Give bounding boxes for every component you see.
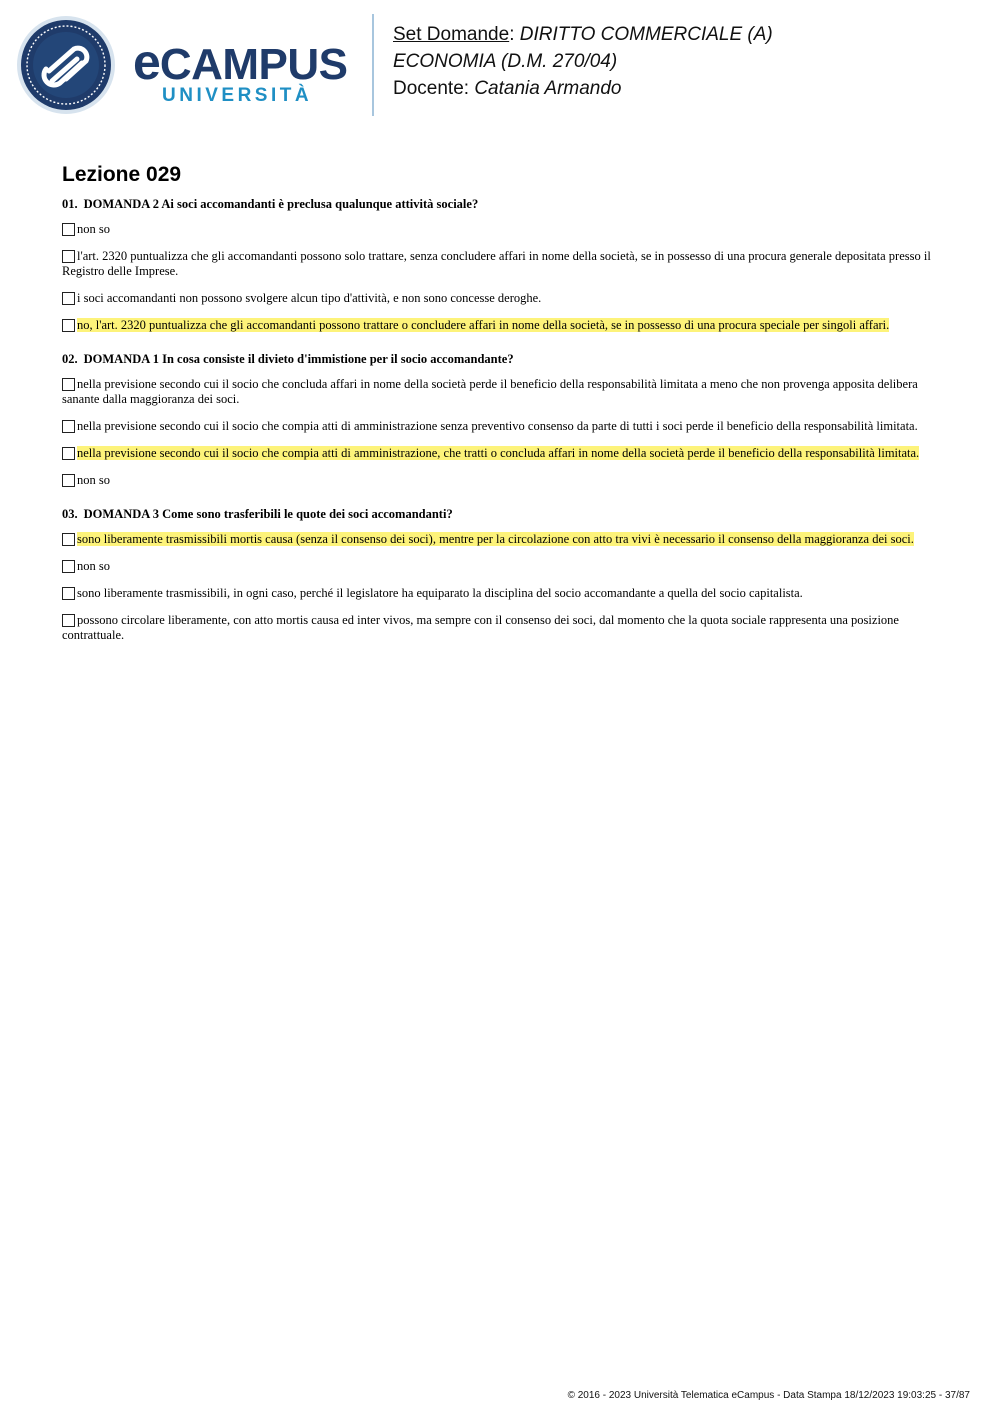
answer-option xyxy=(62,473,938,488)
question-text: DOMANDA 3 Come sono trasferibili le quote dei soci accomandanti? xyxy=(83,507,453,521)
answer-text: nella previsione secondo cui il socio che compia atti di amministrazione senza preventivo consenso da parte di tutti i soci perde il beneficio della responsabilità limitata. xyxy=(77,419,918,433)
page-footer: © 2016 - 2023 Università Telematica eCampus - Data Stampa 18/12/2023 19:03:25 - 37/87 xyxy=(567,1390,970,1401)
wordmark-e: e xyxy=(133,34,160,90)
lesson-title: Lezione 029 xyxy=(62,163,182,186)
set-line xyxy=(393,21,773,48)
answer-text-highlighted: sono liberamente trasmissibili mortis causa (senza il consenso dei soci), mentre per la circolazione con atto tra vivi è necessario il consenso della maggioranza dei soci. xyxy=(77,532,914,546)
header-info xyxy=(393,21,773,102)
answer-option-correct xyxy=(62,446,938,461)
question-text: DOMANDA 2 Ai soci accomandanti è preclusa qualunque attività sociale? xyxy=(83,197,479,211)
question-title xyxy=(62,197,938,212)
teacher-line xyxy=(393,75,773,102)
answer-checkbox[interactable] xyxy=(62,292,75,305)
question-number: 01. xyxy=(62,197,78,211)
course-line-1: DIRITTO COMMERCIALE (A) xyxy=(519,24,773,45)
answer-option xyxy=(62,222,938,237)
ecampus-wordmark-logo xyxy=(133,34,348,90)
answer-option xyxy=(62,419,938,434)
answer-option xyxy=(62,559,938,574)
answer-checkbox[interactable] xyxy=(62,420,75,433)
answer-text: sono liberamente trasmissibili, in ogni caso, perché il legislatore ha equiparato la disciplina del socio accomandante a quella del socio capitalista. xyxy=(77,586,803,600)
question-title xyxy=(62,507,938,522)
question-text: DOMANDA 1 In cosa consiste il divieto d'immistione per il socio accomandante? xyxy=(83,352,514,366)
question-title xyxy=(62,352,938,367)
page-header xyxy=(0,0,1000,130)
answer-option xyxy=(62,613,938,643)
answer-text: l'art. 2320 puntualizza che gli accomandanti possono solo trattare, senza concludere affari in nome della società, se in possesso di una procura generale depositata presso il Registro delle Imprese. xyxy=(62,249,931,278)
answer-checkbox[interactable] xyxy=(62,474,75,487)
answer-text-highlighted: no, l'art. 2320 puntualizza che gli accomandanti possono trattare o concludere affari in nome della società, se in possesso di una procura speciale per singoli affari. xyxy=(77,318,890,332)
answer-checkbox[interactable] xyxy=(62,223,75,236)
answer-option xyxy=(62,249,938,279)
question-block xyxy=(62,352,938,488)
answer-option xyxy=(62,586,938,601)
answer-checkbox[interactable] xyxy=(62,319,75,332)
answer-text: nella previsione secondo cui il socio che concluda affari in nome della società perde il beneficio della responsabilità limitata a meno che non provenga apposita delibera sanante dalla maggioranza dei soci. xyxy=(62,377,918,406)
teacher-label: Docente: xyxy=(393,78,475,99)
answer-text: i soci accomandanti non possono svolgere alcun tipo d'attività, e non sono concesse deroghe. xyxy=(77,291,542,305)
answer-option xyxy=(62,377,938,407)
wordmark-universita: UNIVERSITÀ xyxy=(162,85,313,106)
wordmark-campus: CAMPUS xyxy=(159,40,348,89)
header-divider xyxy=(372,14,374,116)
answer-text-highlighted: nella previsione secondo cui il socio che compia atti di amministrazione, che tratti o concluda affari in nome della società perde il beneficio della responsabilità limitata. xyxy=(77,446,920,460)
set-colon: : xyxy=(509,24,520,45)
answer-checkbox[interactable] xyxy=(62,378,75,391)
answer-checkbox[interactable] xyxy=(62,250,75,263)
answer-checkbox[interactable] xyxy=(62,447,75,460)
question-block xyxy=(62,197,938,333)
answer-text: possono circolare liberamente, con atto mortis causa ed inter vivos, ma sempre con il consenso dei soci, dal momento che la quota sociale rappresenta una posizione contrattuale. xyxy=(62,613,899,642)
answer-option-correct xyxy=(62,532,938,547)
answer-option xyxy=(62,291,938,306)
answer-checkbox[interactable] xyxy=(62,533,75,546)
questions-list xyxy=(62,197,938,662)
answer-text: non so xyxy=(77,559,110,573)
question-block xyxy=(62,507,938,643)
question-number: 03. xyxy=(62,507,78,521)
answer-checkbox[interactable] xyxy=(62,587,75,600)
question-number: 02. xyxy=(62,352,78,366)
set-label: Set Domande xyxy=(393,24,510,45)
answer-checkbox[interactable] xyxy=(62,560,75,573)
answer-text: non so xyxy=(77,222,110,236)
answer-option-correct xyxy=(62,318,938,333)
answer-text: non so xyxy=(77,473,110,487)
answer-checkbox[interactable] xyxy=(62,614,75,627)
ecampus-emblem-logo-icon xyxy=(16,15,116,115)
teacher-name: Catania Armando xyxy=(474,78,622,99)
course-line-2: ECONOMIA (D.M. 270/04) xyxy=(393,51,618,72)
